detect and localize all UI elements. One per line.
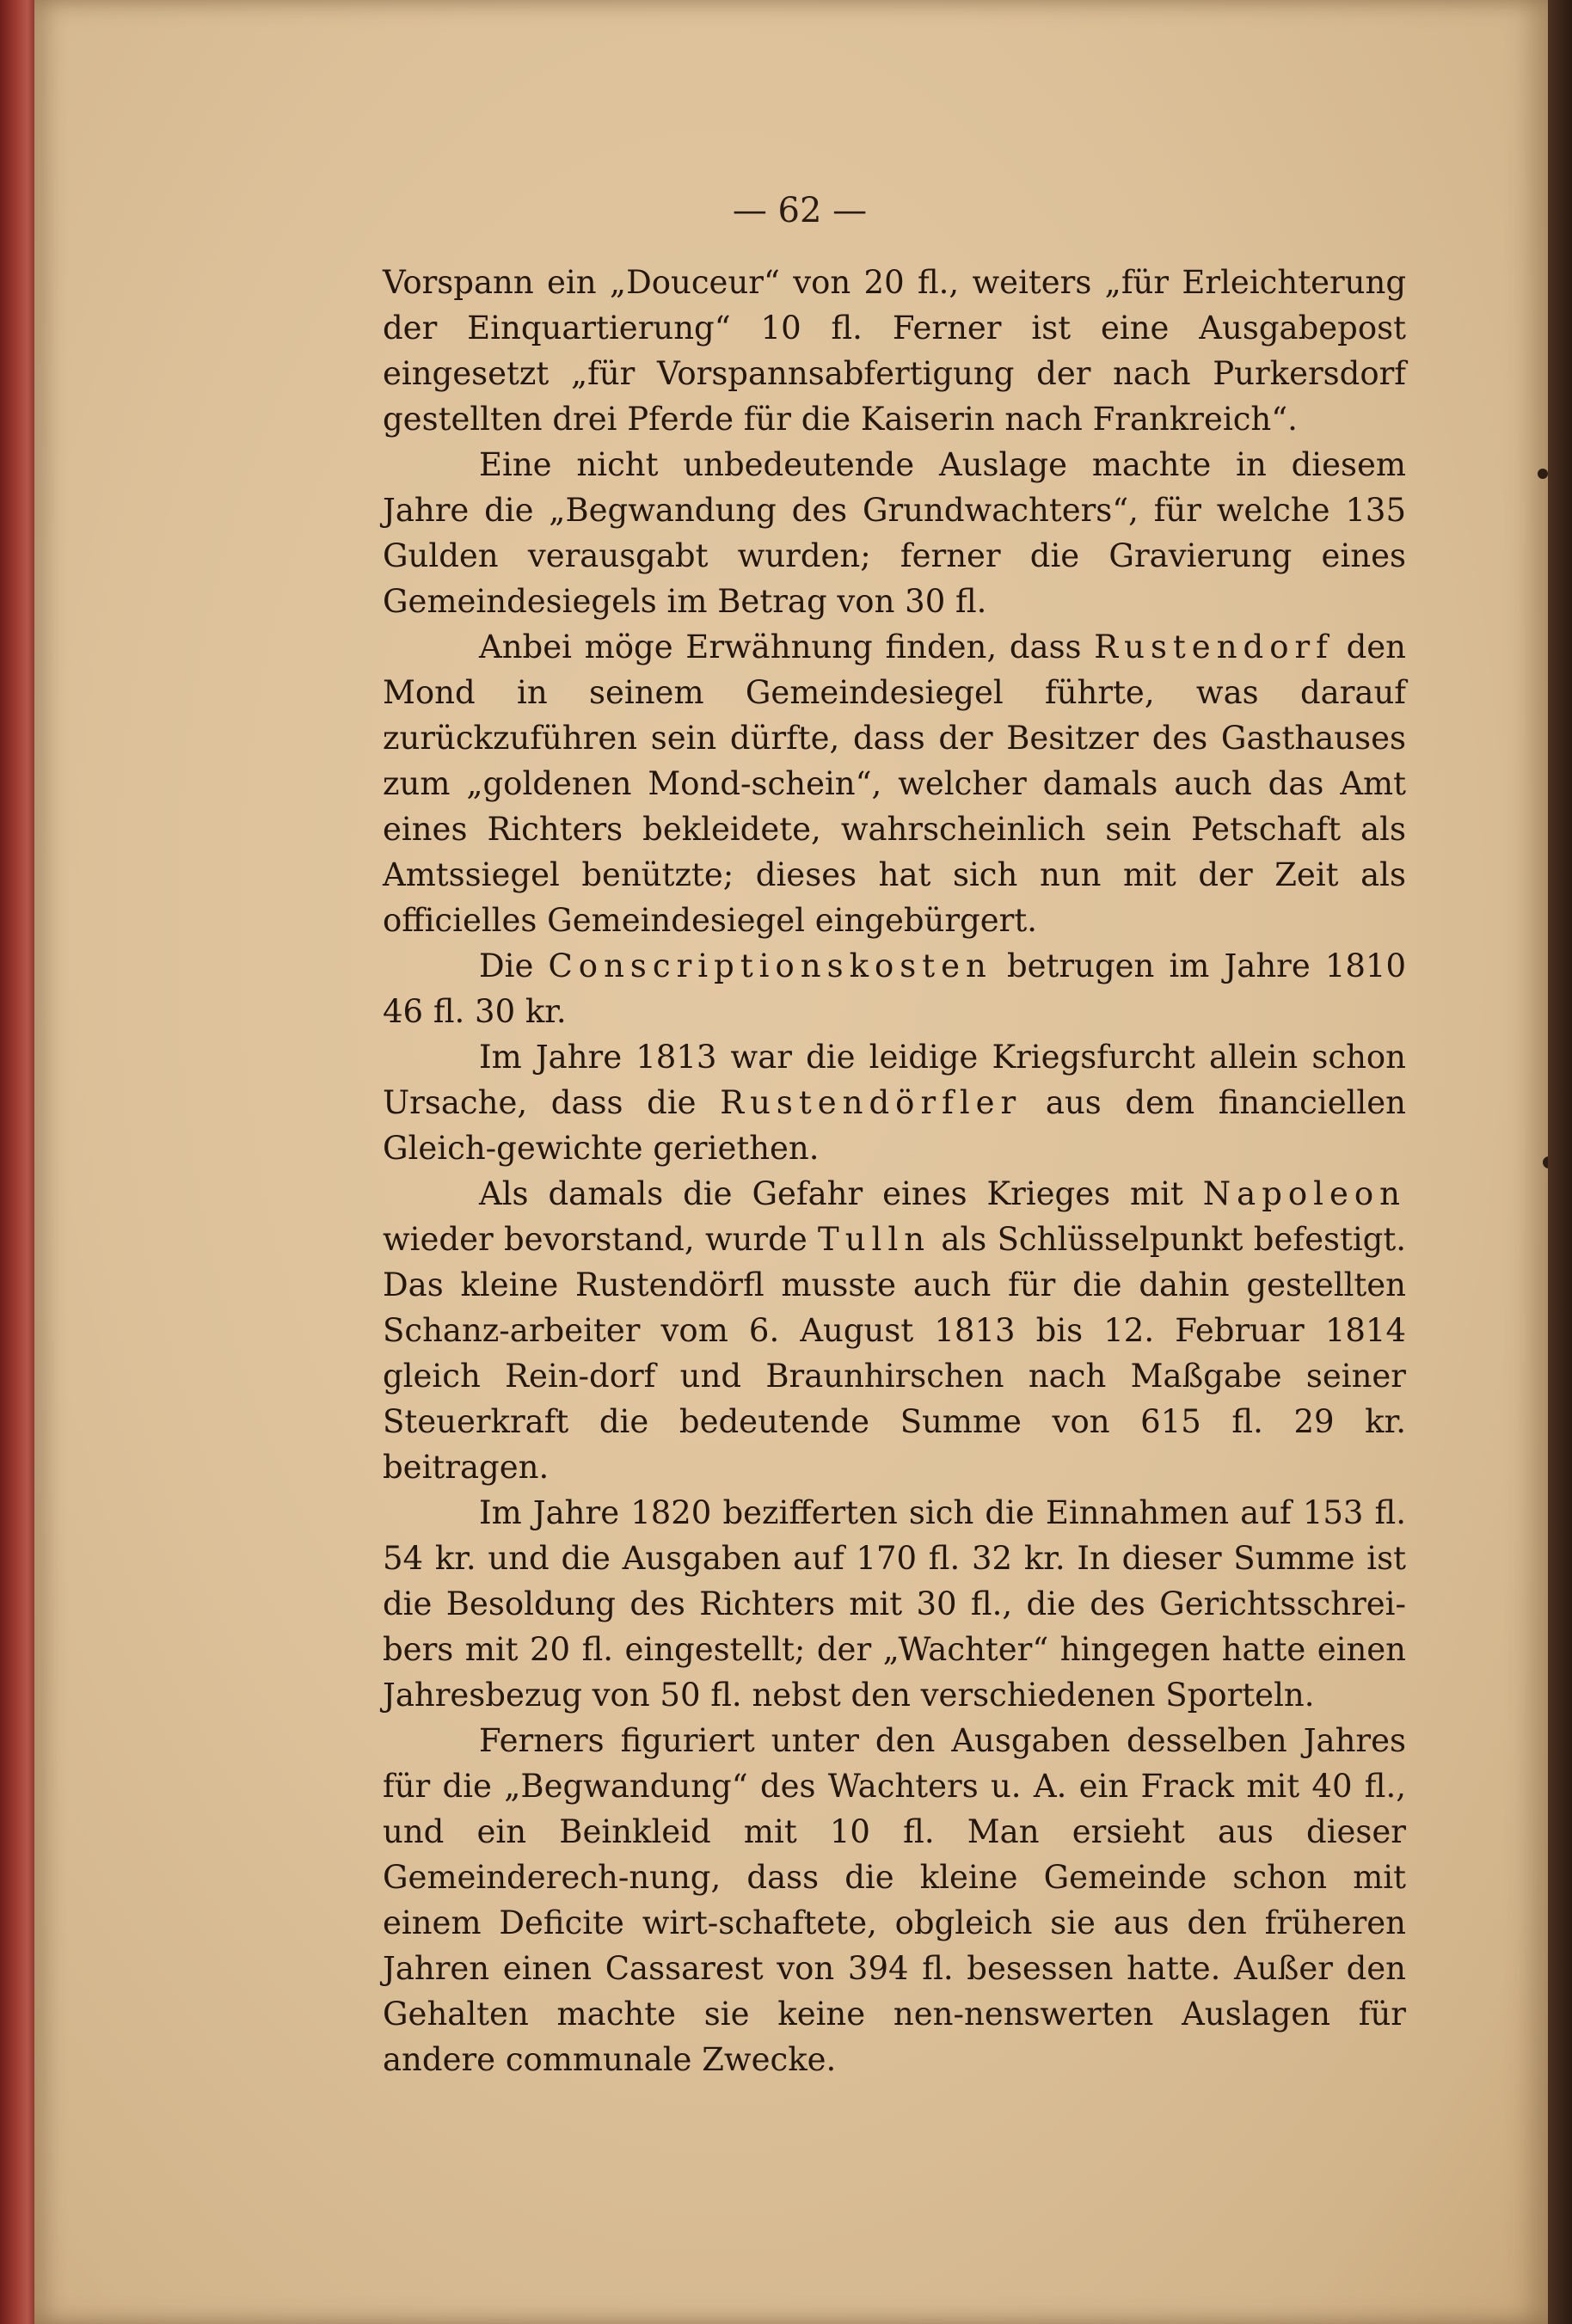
spaced-emphasis-text: Tulln: [818, 1221, 931, 1258]
paragraph-text: wieder bevorstand, wurde: [383, 1221, 819, 1258]
paragraph: [383, 442, 1406, 624]
right-page-edge: [1548, 0, 1572, 2324]
paragraph-text: Im Jahre 1813 war die leidige Kriegsfurcht allein schon Ursache, dass die: [383, 1039, 1406, 1121]
paragraph-text: aus dem financiellen Gleich-gewichte geriethen.: [383, 1084, 1406, 1167]
paragraph: [383, 1718, 1406, 2082]
paragraph: [383, 624, 1406, 943]
paragraph-text: als Schlüsselpunkt befestigt. Das kleine Rustendörfl musste auch für die dahin gestellten Schanz-arbeiter vom 6. August 1813 bis 12. Februar 1814 gleich Rein-dorf und Braunhirschen nach Maßgabe seiner Steuerkraft die bedeutende Summe von 615 fl. 29 kr. beitragen.: [383, 1221, 1406, 1486]
paragraph-text: Die: [479, 947, 549, 984]
paragraph-text: Anbei möge Erwähnung finden, dass: [479, 629, 1095, 665]
paragraph-text: Im Jahre 1820 bezifferten sich die Einnahmen auf 153 fl. 54 kr. und die Ausgaben auf 170 fl. 32 kr. In dieser Summe ist die Besoldung des Richters mit 30 fl., die des Gerichtsschrei-bers mit 20 fl. eingestellt; der „Wachter“ hingegen hatte einen Jahresbezug von 50 fl. nebst den verschiedenen Sporteln.: [383, 1494, 1406, 1714]
spaced-emphasis-text: Conscriptionskosten: [548, 947, 992, 984]
page-number: — 62 —: [732, 191, 868, 230]
spaced-emphasis-text: Rustendorf: [1094, 629, 1334, 665]
paragraph: [383, 943, 1406, 1034]
paragraph: [383, 1171, 1406, 1490]
paragraph-text: Eine nicht unbedeutende Auslage machte in diesem Jahre die „Begwandung des Grundwachters“, für welche 135 Gulden verausgabt wurden; ferner die Gravierung eines Gemeindesiegels im Betrag von 30 fl.: [383, 446, 1406, 620]
paragraph-text: Als damals die Gefahr eines Krieges mit: [479, 1175, 1203, 1212]
paper-spot: [1538, 469, 1548, 479]
paragraph-text: Vorspann ein „Douceur“ von 20 fl., weiters „für Erleichterung der Einquartierung“ 10 fl. Ferner ist eine Ausgabepost eingesetzt „für Vorspannsabfertigung der nach Purkersdorf gestellten drei Pferde für die Kaiserin nach Frankreich“.: [383, 264, 1406, 438]
paragraph: [383, 1490, 1406, 1718]
spaced-emphasis-text: Rustendörfler: [720, 1084, 1022, 1121]
paragraph-text: den Mond in seinem Gemeindesiegel führte, was darauf zurückzuführen sein dürfte, dass der Besitzer des Gasthauses zum „goldenen Mond-schein“, welcher damals auch das Amt eines Richters bekleidete, wahrscheinlich sein Petschaft als Amtssiegel benützte; dieses hat sich nun mit der Zeit als officielles Gemeindesiegel eingebürgert.: [383, 629, 1406, 939]
paragraph-text: betrugen im Jahre 1810 46 fl. 30 kr.: [383, 947, 1406, 1030]
spaced-emphasis-text: Napoleon: [1202, 1175, 1406, 1212]
page-sheet: [34, 0, 1548, 2324]
paragraph: [383, 260, 1406, 442]
paragraph-text: Ferners figuriert unter den Ausgaben desselben Jahres für die „Begwandung“ des Wachters u. A. ein Frack mit 40 fl., und ein Beinkleid mit 10 fl. Man ersieht aus dieser Gemeinderech-nung, dass die kleine Gemeinde schon mit einem Deficite wirt-schaftete, obgleich sie aus den früheren Jahren einen Cassarest von 394 fl. besessen hatte. Außer den Gehalten machte sie keine nen-nenswerten Auslagen für andere communale Zwecke.: [383, 1722, 1406, 2078]
body-text: [383, 260, 1406, 2082]
paragraph: [383, 1034, 1406, 1171]
book-binding-edge: [0, 0, 34, 2324]
